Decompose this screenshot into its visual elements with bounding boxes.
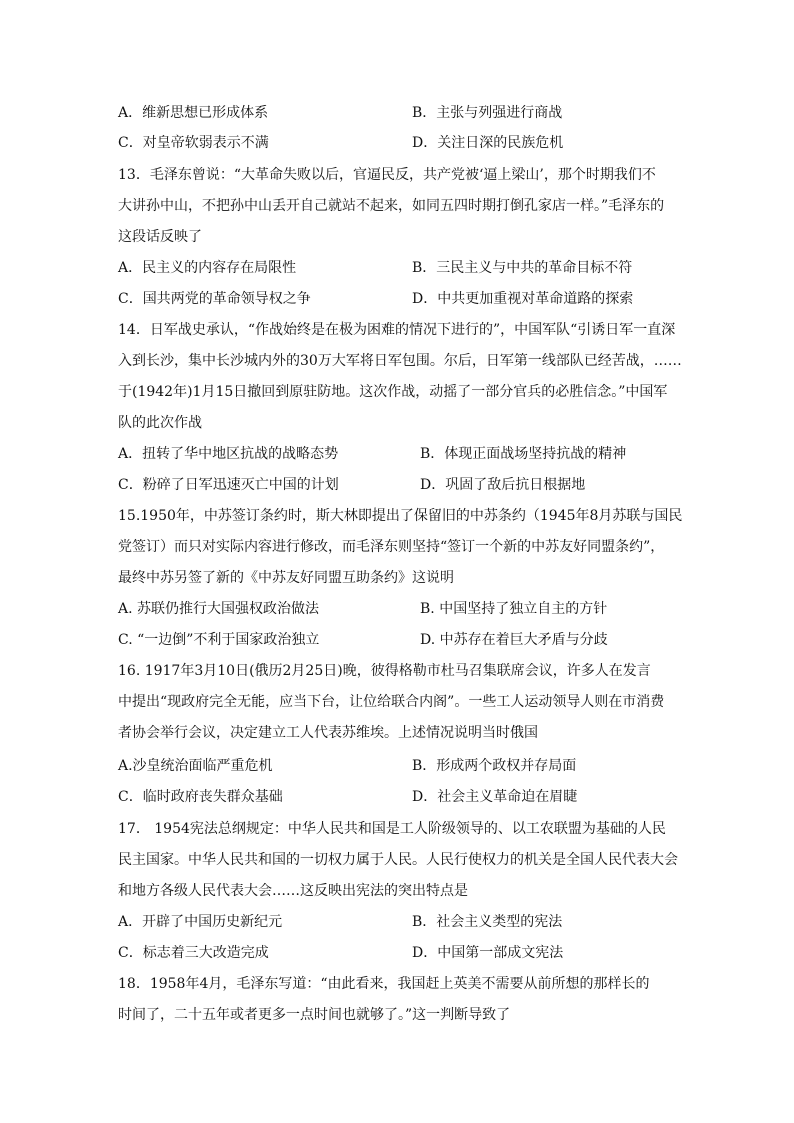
- q15-option-c: C. “一边倒”不利于国家政治独立: [118, 632, 320, 648]
- q17-stem-line-2: 民主国家。中华人民共和国的一切权力属于人民。人民行使权力的机关是全国人民代表大会: [118, 852, 678, 868]
- q13-option-a: A．民主义的内容存在局限性: [118, 260, 297, 276]
- q13-option-c: C．国共两党的革命领导权之争: [118, 291, 311, 307]
- q16-option-a: A.沙皇统治面临严重危机: [118, 758, 273, 774]
- q18-stem-line-2: 时间了，二十五年或者更多一点时间也就够了。”这一判断导致了: [118, 1007, 511, 1023]
- q13-option-b: B．三民主义与中共的革命目标不符: [412, 260, 633, 276]
- q15-option-b: B. 中国坚持了独立自主的方针: [420, 601, 608, 617]
- q14-stem-line-4: 队的此次作战: [118, 415, 202, 431]
- q17-option-c: C．标志着三大改造完成: [118, 945, 269, 961]
- q12-option-b: B．主张与列强进行商战: [412, 105, 563, 121]
- q17-option-b: B．社会主义类型的宪法: [412, 914, 563, 930]
- q14-option-c: C．粉碎了日军迅速灭亡中国的计划: [118, 477, 339, 493]
- q12-option-c: C．对皇帝软弱表示不满: [118, 135, 269, 151]
- q14-option-a: A．扭转了华中地区抗战的战略态势: [118, 446, 339, 462]
- q15-option-d: D. 中苏存在着巨大矛盾与分歧: [420, 632, 608, 648]
- q17-stem-line-3: 和地方各级人民代表大会……这反映出宪法的突出特点是: [118, 883, 468, 899]
- q15-stem-line-1: 15.1950年，中苏签订条约时，斯大林即提出了保留旧的中苏条约（1945年8月苏联与国民: [118, 508, 683, 524]
- q13-stem-line-1: 13．毛泽东曾说：“大革命失败以后，官逼民反，共产党被‘逼上梁山’，那个时期我们不: [118, 167, 656, 183]
- q13-option-d: D．中共更加重视对革命道路的探索: [412, 291, 634, 307]
- q15-option-a: A. 苏联仍推行大国强权政治做法: [118, 601, 320, 617]
- q16-option-d: D．社会主义革命迫在眉睫: [412, 789, 578, 805]
- q12-option-d: D．关注日深的民族危机: [412, 135, 564, 151]
- q17-stem-line-1: 17． 1954宪法总纲规定：中华人民共和国是工人阶级领导的、以工农联盟为基础的人民: [118, 821, 666, 837]
- q12-option-a: A．维新思想已形成体系: [118, 105, 269, 121]
- q14-stem-line-3: 于(1942年)1月15日撤回到原驻防地。这次作战，动摇了一部分官兵的必胜信念。”中国军: [118, 384, 668, 400]
- q17-option-d: D．中国第一部成文宪法: [412, 945, 564, 961]
- q14-option-b: B．体现正面战场坚持抗战的精神: [420, 446, 627, 462]
- q17-option-a: A．开辟了中国历史新纪元: [118, 914, 283, 930]
- q13-stem-line-2: 大讲孙中山，不把孙中山丢开自己就站不起来，如同五四时期打倒孔家店一样。”毛泽东的: [118, 198, 665, 214]
- q14-stem-line-2: 入到长沙，集中长沙城内外的30万大军将日军包围。尔后，日军第一线部队已经苦战，……: [118, 353, 682, 369]
- q18-stem-line-1: 18．1958年4月，毛泽东写道：“由此看来，我国赶上英美不需要从前所想的那样长的: [118, 976, 650, 992]
- q16-stem-line-2: 中提出“现政府完全无能，应当下台，让位给联合内阁”。一些工人运动领导人则在市消费: [118, 694, 665, 710]
- q14-option-d: D．巩固了敌后抗日根据地: [420, 477, 586, 493]
- q15-stem-line-2: 党签订）而只对实际内容进行修改，而毛泽东则坚持“签订一个新的中苏友好同盟条约”，: [118, 539, 665, 555]
- q16-option-b: B．形成两个政权并存局面: [412, 758, 577, 774]
- q16-stem-line-1: 16. 1917年3月10日(俄历2月25日)晚，彼得格勒市杜马召集联席会议，许多人在发言: [118, 663, 651, 679]
- q15-stem-line-3: 最终中苏另签了新的《中苏友好同盟互助条约》这说明: [118, 570, 454, 586]
- q14-stem-line-1: 14．日军战史承认，“作战始终是在极为困难的情况下进行的”，中国军队“引诱日军一直深: [118, 322, 676, 338]
- q13-stem-line-3: 这段话反映了: [118, 229, 202, 245]
- q16-stem-line-3: 者协会举行会议，决定建立工人代表苏维埃。上述情况说明当时俄国: [118, 725, 538, 741]
- q16-option-c: C．临时政府丧失群众基础: [118, 789, 283, 805]
